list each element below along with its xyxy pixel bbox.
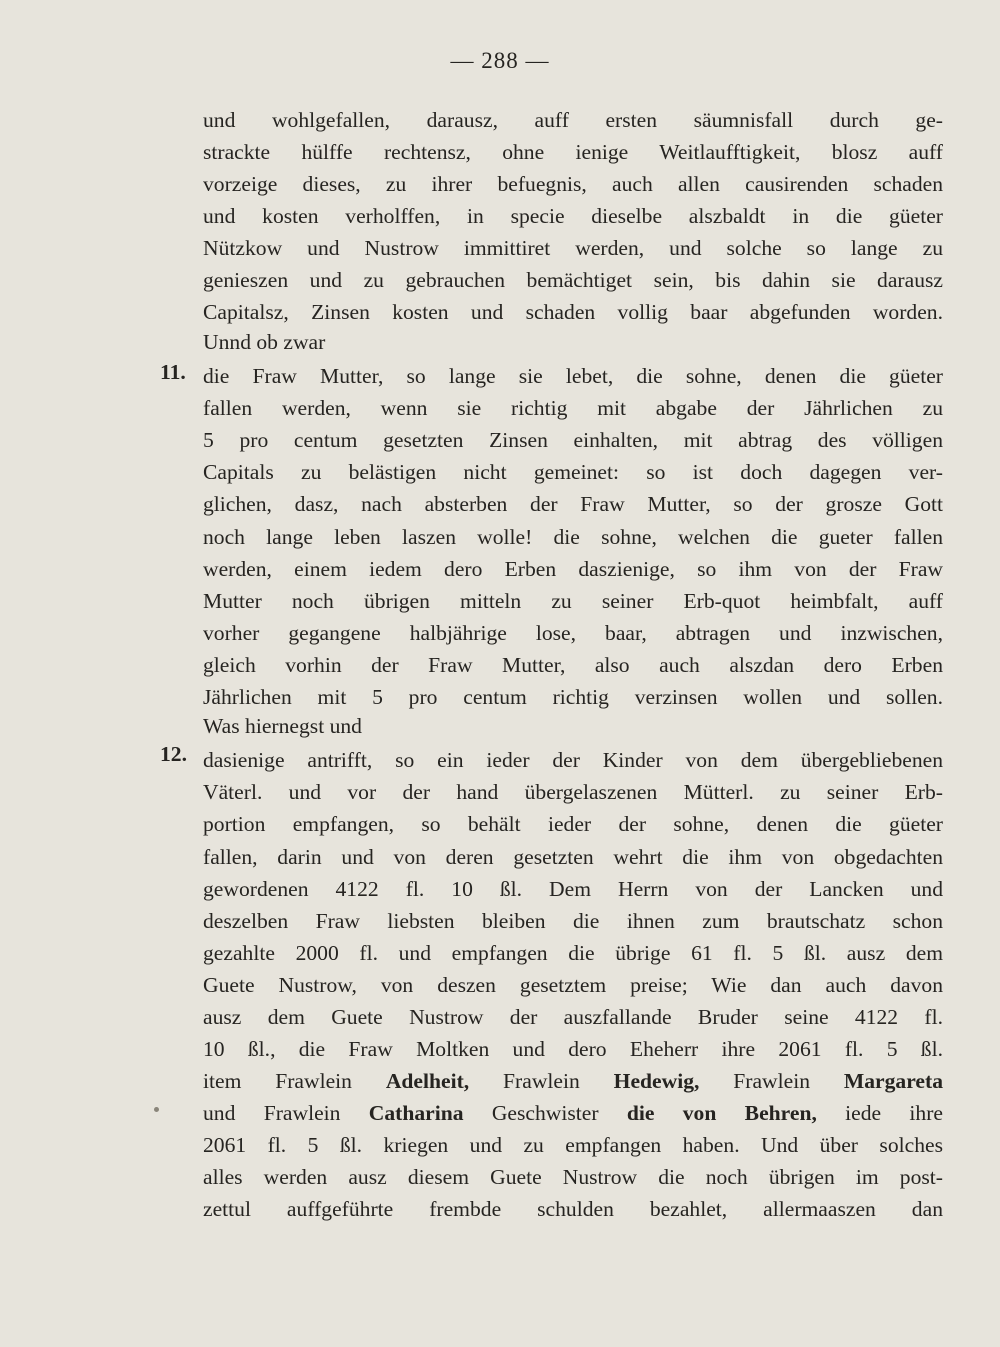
text-line: zettul auffgeführte frembde schulden bezahlet, allermaaszen dan	[203, 1197, 943, 1221]
text-line	[203, 1101, 943, 1126]
text-line: vorzeige dieses, zu ihrer befuegnis, auch allen causirenden schaden	[203, 172, 943, 196]
text-line: genieszen und zu gebrauchen bemächtiget sein, bis dahin sie darausz	[203, 268, 943, 292]
text-line: alles werden ausz diesem Guete Nustrow die noch übrigen im post-	[203, 1165, 943, 1189]
text-line: Väterl. und vor der hand übergelaszenen Mütterl. zu seiner Erb-	[203, 780, 943, 804]
text-line: 5 pro centum gesetzten Zinsen einhalten, mit abtrag des völligen	[203, 428, 943, 452]
text-line: fallen werden, wenn sie richtig mit abgabe der Jährlichen zu	[203, 396, 943, 420]
text-line: gewordenen 4122 fl. 10 ßl. Dem Herrn von der Lancken und	[203, 877, 943, 901]
text-line: Mutter noch übrigen mitteln zu seiner Erb-quot heimbfalt, auff	[203, 589, 943, 613]
text-line: Was hiernegst und	[203, 714, 362, 738]
name-catharina: Catharina	[368, 1101, 464, 1125]
text-line: werden, einem iedem dero Erben daszienige, so ihm von der Fraw	[203, 557, 943, 581]
text-line: ausz dem Guete Nustrow der auszfallande Bruder seine 4122 fl.	[203, 1005, 943, 1029]
line-text: Frawlein	[699, 1069, 844, 1093]
text-line: deszelben Fraw liebsten bleiben die ihnen zum brautschatz schon	[203, 909, 943, 933]
name-margareta: Margareta	[843, 1069, 943, 1093]
text-line: vorher gegangene halbjährige lose, baar, abtragen und inzwischen,	[203, 621, 943, 645]
text-line: Unnd ob zwar	[203, 330, 326, 354]
text-line: fallen, darin und von deren gesetzten wehrt die ihm von obgedachten	[203, 845, 943, 869]
text-line: glichen, dasz, nach absterben der Fraw Mutter, so der grosze Gott	[203, 492, 943, 516]
text-line: gezahlte 2000 fl. und empfangen die übrige 61 fl. 5 ßl. ausz dem	[203, 941, 943, 965]
text-line: Capitals zu belästigen nicht gemeinet: so ist doch dagegen ver-	[203, 460, 943, 484]
name-von-behren: die von Behren,	[626, 1101, 817, 1125]
ink-fleck	[154, 1107, 159, 1112]
line-text: Geschwister	[463, 1101, 627, 1125]
text-line: Guete Nustrow, von deszen gesetztem preise; Wie dan auch davon	[203, 973, 943, 997]
line-text: iede ihre	[816, 1101, 943, 1125]
text-line: Capitalsz, Zinsen kosten und schaden vollig baar abgefunden worden.	[203, 300, 943, 324]
text-line: portion empfangen, so behält ieder der sohne, denen die güeter	[203, 812, 943, 836]
name-hedewig: Hedewig,	[613, 1069, 700, 1093]
name-adelheit: Adelheit,	[385, 1069, 470, 1093]
text-line: Nützkow und Nustrow immittiret werden, und solche so lange zu	[203, 236, 943, 260]
text-line	[203, 1069, 943, 1094]
line-text: und Frawlein	[203, 1101, 369, 1125]
text-line: Jährlichen mit 5 pro centum richtig verzinsen wollen und sollen.	[203, 685, 943, 709]
text-line: dasienige antrifft, so ein ieder der Kinder von dem übergebliebenen	[203, 748, 943, 772]
section-number-11: 11.	[160, 360, 186, 384]
line-text: item Frawlein	[203, 1069, 386, 1093]
section-number-12: 12.	[160, 742, 187, 766]
text-line: 10 ßl., die Fraw Moltken und dero Eheherr ihre 2061 fl. 5 ßl.	[203, 1037, 943, 1061]
text-line: noch lange leben laszen wolle! die sohne, welchen die gueter fallen	[203, 525, 943, 549]
text-line: gleich vorhin der Fraw Mutter, also auch alszdan dero Erben	[203, 653, 943, 677]
text-line: strackte hülffe rechtensz, ohne ienige Weitlaufftigkeit, blosz auff	[203, 140, 943, 164]
line-text: Frawlein	[469, 1069, 614, 1093]
text-line: und wohlgefallen, darausz, auff ersten säumnisfall durch ge-	[203, 108, 943, 132]
text-line: und kosten verholffen, in specie dieselbe alszbaldt in die güeter	[203, 204, 943, 228]
page-number: — 288 —	[450, 48, 550, 73]
text-line: die Fraw Mutter, so lange sie lebet, die sohne, denen die güeter	[203, 364, 943, 388]
text-line: 2061 fl. 5 ßl. kriegen und zu empfangen haben. Und über solches	[203, 1133, 943, 1157]
